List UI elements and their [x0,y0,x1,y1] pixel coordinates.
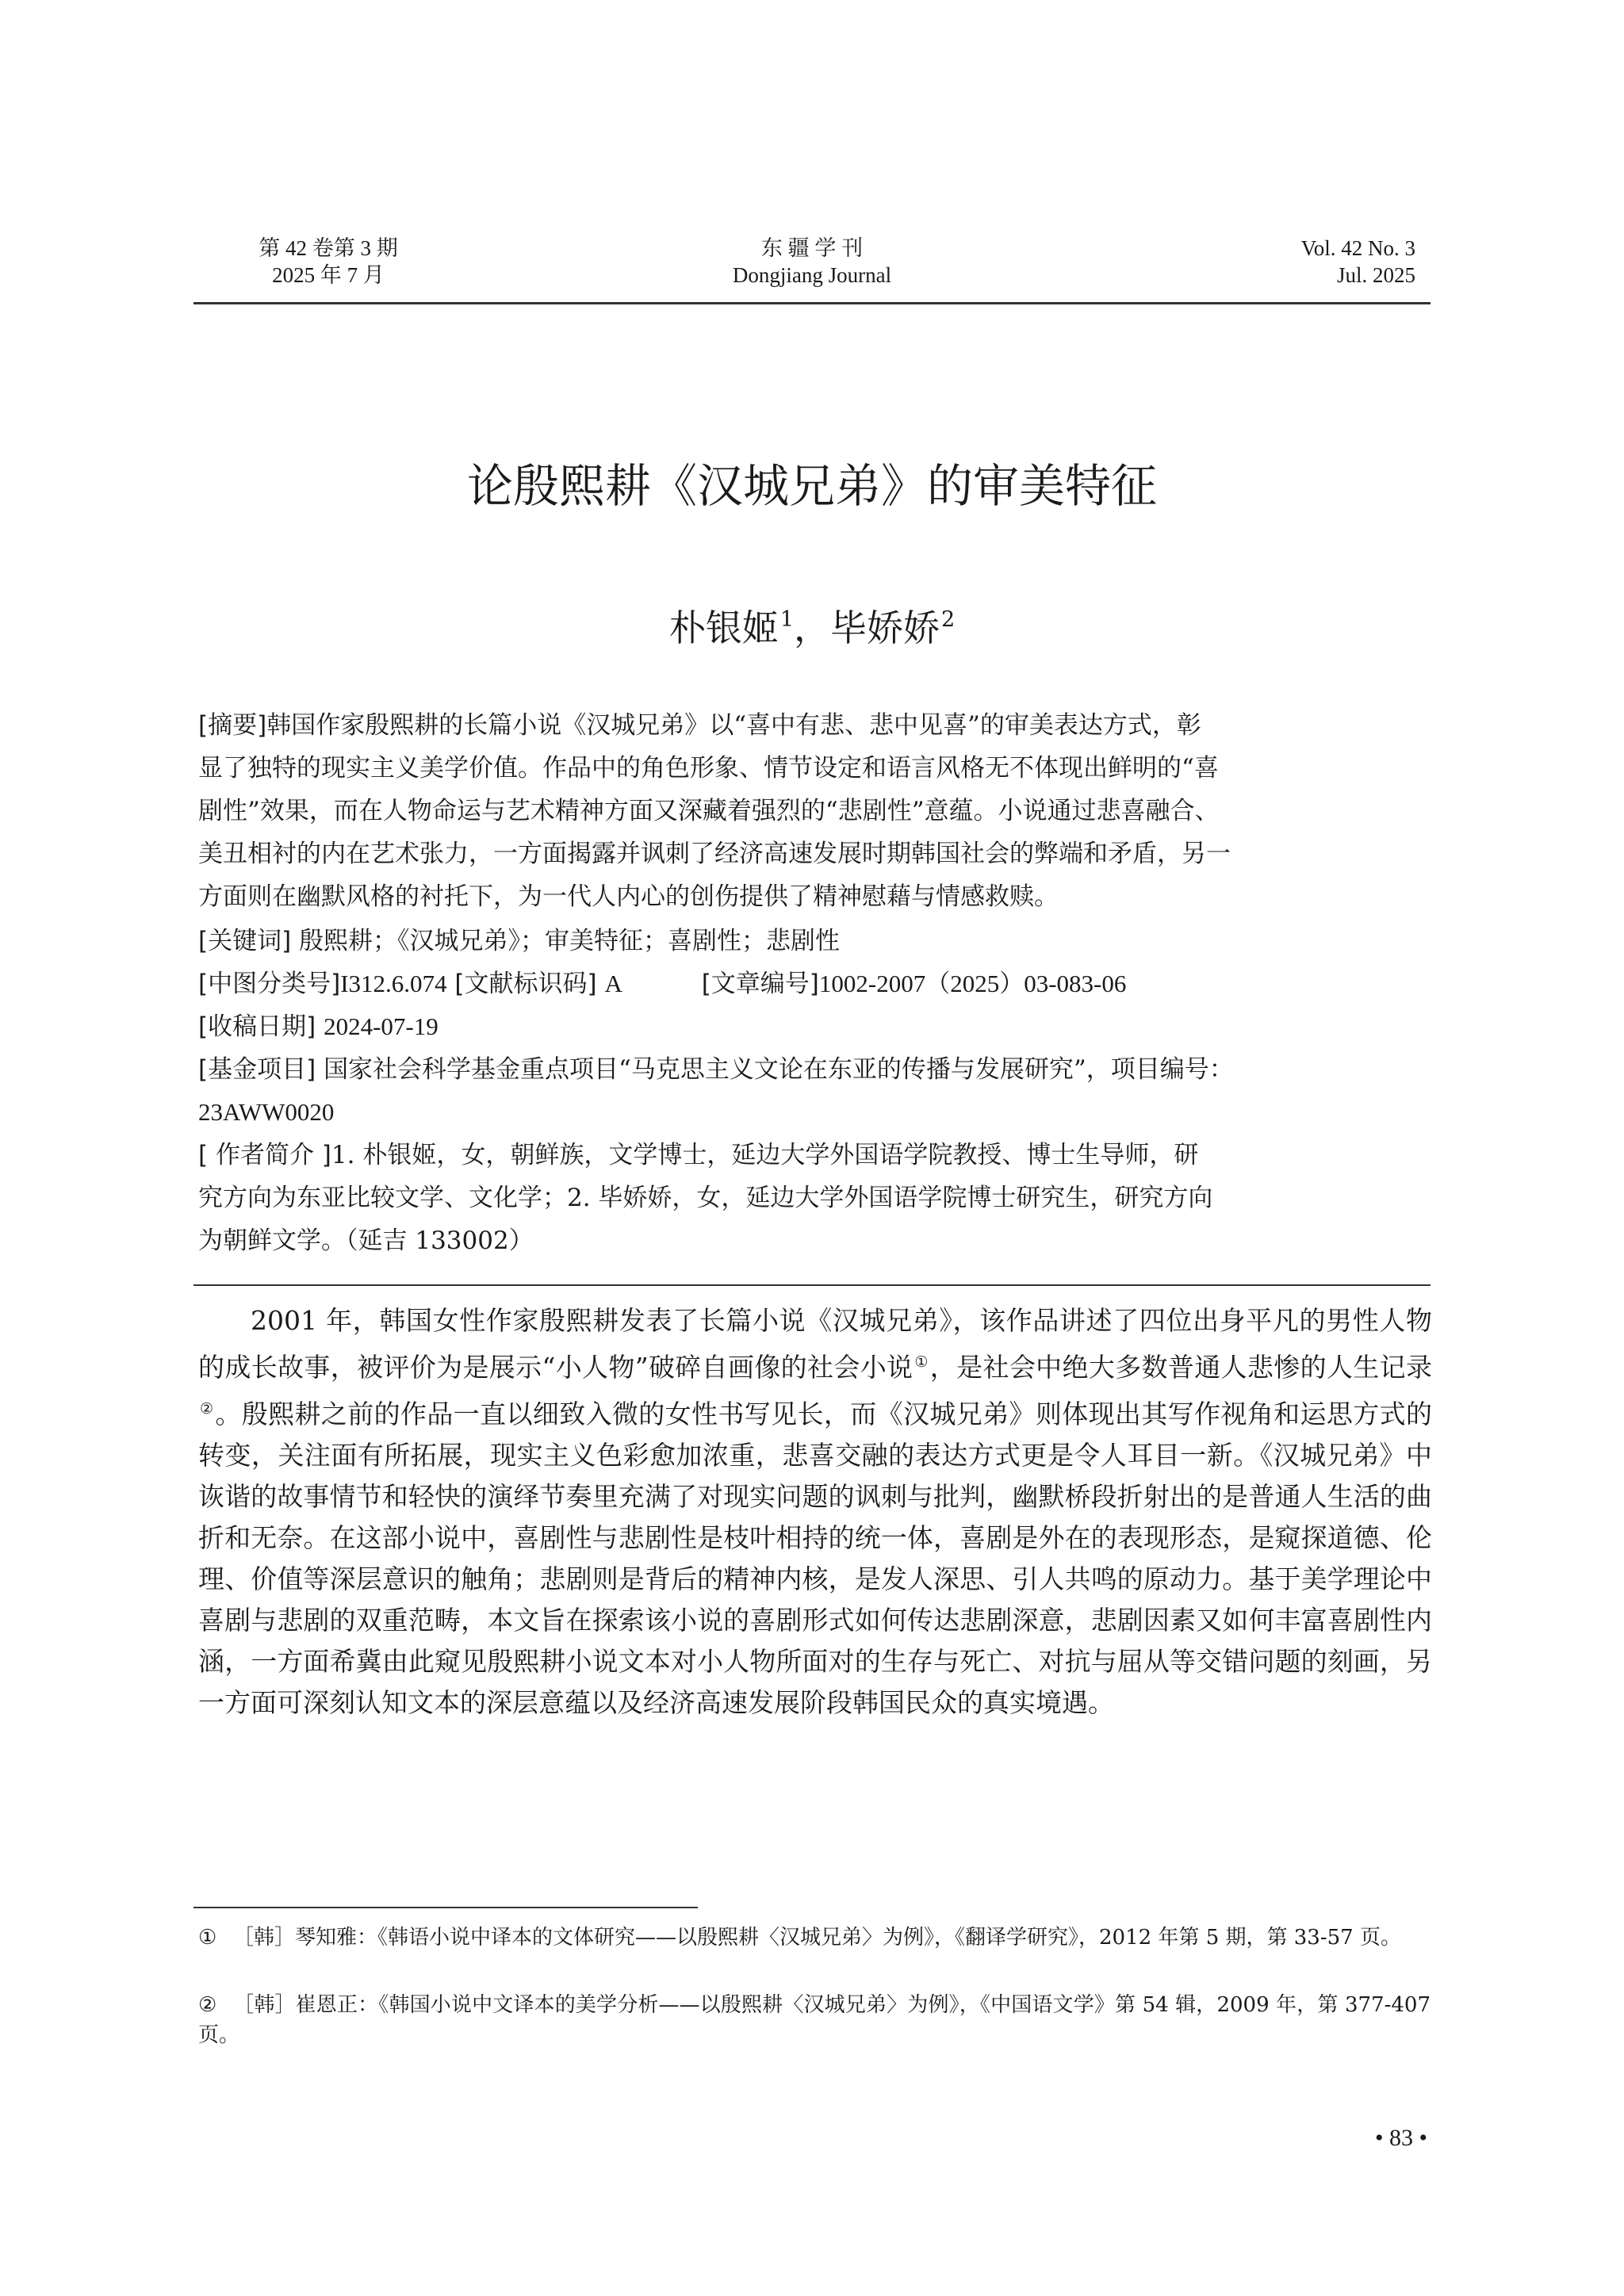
author-name: 朴银姬 [668,607,779,649]
keywords-text: 殷熙耕；《汉城兄弟》；审美特征；喜剧性；悲剧性 [299,927,841,955]
received-label: [收稿日期] [198,1012,316,1041]
footnote [198,1990,1431,2050]
bio-text: 为朝鲜文学。（延吉 133002） [198,1226,534,1255]
body-text: 2001 年，韩国女性作家殷熙耕发表了长篇小说《汉城兄弟》，该作品讲述了四位出身平凡的男性人物的成长故事，被评价为是展示“小人物”破碎自画像的社会小说 [198,1305,1432,1383]
header-journal-cn: 东 疆 学 刊 [760,236,864,260]
bio-label: [ 作者简介 ] [198,1141,331,1169]
fund-label: [基金项目] [198,1055,316,1084]
author-affiliation-mark: 2 [941,607,956,632]
doc-code-label: [文献标识码] [454,970,597,998]
front-matter-rule [193,1284,1431,1286]
bio-text: 1. 朴银姬，女，朝鲜族，文学博士，延边大学外国语学院教授、博士生导师，研 [331,1141,1199,1169]
abstract-text: 方面则在幽默风格的衬托下，为一代人内心的创伤提供了精神慰藉与情感救赎。 [198,882,1059,911]
clc-value: I312.6.074 [340,970,447,997]
author-bio [198,1134,1435,1262]
abstract-label: [摘要] [198,711,267,740]
header-volume-en [1193,235,1415,289]
header-volume: 第 42 卷第 3 期 [259,236,398,260]
abstract-text: 韩国作家殷熙耕的长篇小说《汉城兄弟》以“喜中有悲、悲中见喜”的审美表达方式，彰 [266,711,1201,740]
header-rule [193,302,1431,304]
footnote-text: ［韩］崔恩正：《韩国小说中文译本的美学分析——以殷熙耕〈汉城兄弟〉为例》，《中国语文学》第 54 辑，2009 年，第 377-407 页。 [198,1993,1431,2047]
author-line [193,595,1431,653]
footnote-ref[interactable]: ② [200,1400,214,1418]
footnote-rule [193,1907,698,1908]
header-volume-issue [225,235,431,289]
header-journal [693,235,931,289]
header-vol-no: Vol. 42 No. 3 [1300,236,1415,260]
fund-project [198,1048,1435,1134]
keywords-label: [关键词] [198,927,292,955]
abstract-text: 剧性”效果，而在人物命运与艺术精神方面又深藏着强烈的“悲剧性”意蕴。小说通过悲喜融合、 [198,797,1220,825]
fund-text: 国家社会科学基金重点项目“马克思主义文论在东亚的传播与发展研究”，项目编号： [324,1055,1234,1084]
footnote-mark: ② [198,1993,217,2017]
classification-line [198,962,1435,1005]
footnote-mark: ① [198,1926,217,1950]
header-journal-en: Dongjiang Journal [732,263,892,287]
abstract [198,704,1435,918]
abstract-text: 显了独特的现实主义美学价值。作品中的角色形象、情节设定和语言风格无不体现出鲜明的“喜 [198,754,1219,783]
received-value: 2024-07-19 [324,1012,439,1040]
body-text: ，是社会中绝大多数普通人悲惨的人生记录 [929,1352,1433,1383]
header-month-en: Jul. 2025 [1336,263,1415,287]
body-paragraph [198,1300,1432,1724]
page-number: • 83 • [1374,2125,1427,2151]
doc-code-value: A [604,970,622,997]
footnote-ref[interactable]: ① [914,1353,929,1371]
footnote [198,1923,1431,1953]
footnote-text: ［韩］琴知雅：《韩语小说中译本的文体研究——以殷熙耕〈汉城兄弟〉为例》，《翻译学研究》，2012 年第 5 期，第 33-57 页。 [233,1926,1401,1950]
body-text: 。殷熙耕之前的作品一直以细致入微的女性书写见长，而《汉城兄弟》则体现出其写作视角和运思方式的转变，关注面有所拓展，现实主义色彩愈加浓重，悲喜交融的表达方式更是令人耳目一新。《汉城兄弟》中诙谐的故事情节和轻快的演绎节奏里充满了对现实问题的讽刺与批判，幽默桥段折射出的是普通人生活的曲折和无奈。在这部小说中，喜剧性与悲剧性是枝叶相持的统一体，喜剧是外在的表现形态，是窥探道德、伦理、价值等深层意识的触角；悲剧则是背后的精神内核，是发人深思、引人共鸣的原动力。基于美学理论中喜剧与悲剧的双重范畴，本文旨在探索该小说的喜剧形式如何传达悲剧深意，悲剧因素又如何丰富喜剧性内涵，一方面希冀由此窥见殷熙耕小说文本对小人物所面对的生存与死亡、对抗与屈从等交错问题的刻画，另一方面可深刻认知文本的深层意蕴以及经济高速发展阶段韩国民众的真实境遇。 [198,1399,1432,1718]
abstract-text: 美丑相衬的内在艺术张力，一方面揭露并讽刺了经济高速发展时期韩国社会的弊端和矛盾，另一 [198,840,1231,868]
clc-label: [中图分类号] [198,970,341,998]
received-date [198,1005,1435,1048]
author-name: 毕娇娇 [830,607,940,649]
fund-number: 23AWW0020 [198,1098,335,1126]
header-date: 2025 年 7 月 [272,263,385,287]
keywords [198,920,1435,962]
author-affiliation-mark: 1 [779,607,794,632]
author-separator: ， [794,607,830,649]
article-no-value: 1002-2007（2025）03-083-06 [818,970,1127,997]
bio-text: 究方向为东亚比较文学、文化学；2. 毕娇娇，女，延边大学外国语学院博士研究生，研究方向 [198,1184,1213,1212]
article-title: 论殷熙耕《汉城兄弟》的审美特征 [466,459,1157,513]
article-no-label: [文章编号] [701,970,819,998]
